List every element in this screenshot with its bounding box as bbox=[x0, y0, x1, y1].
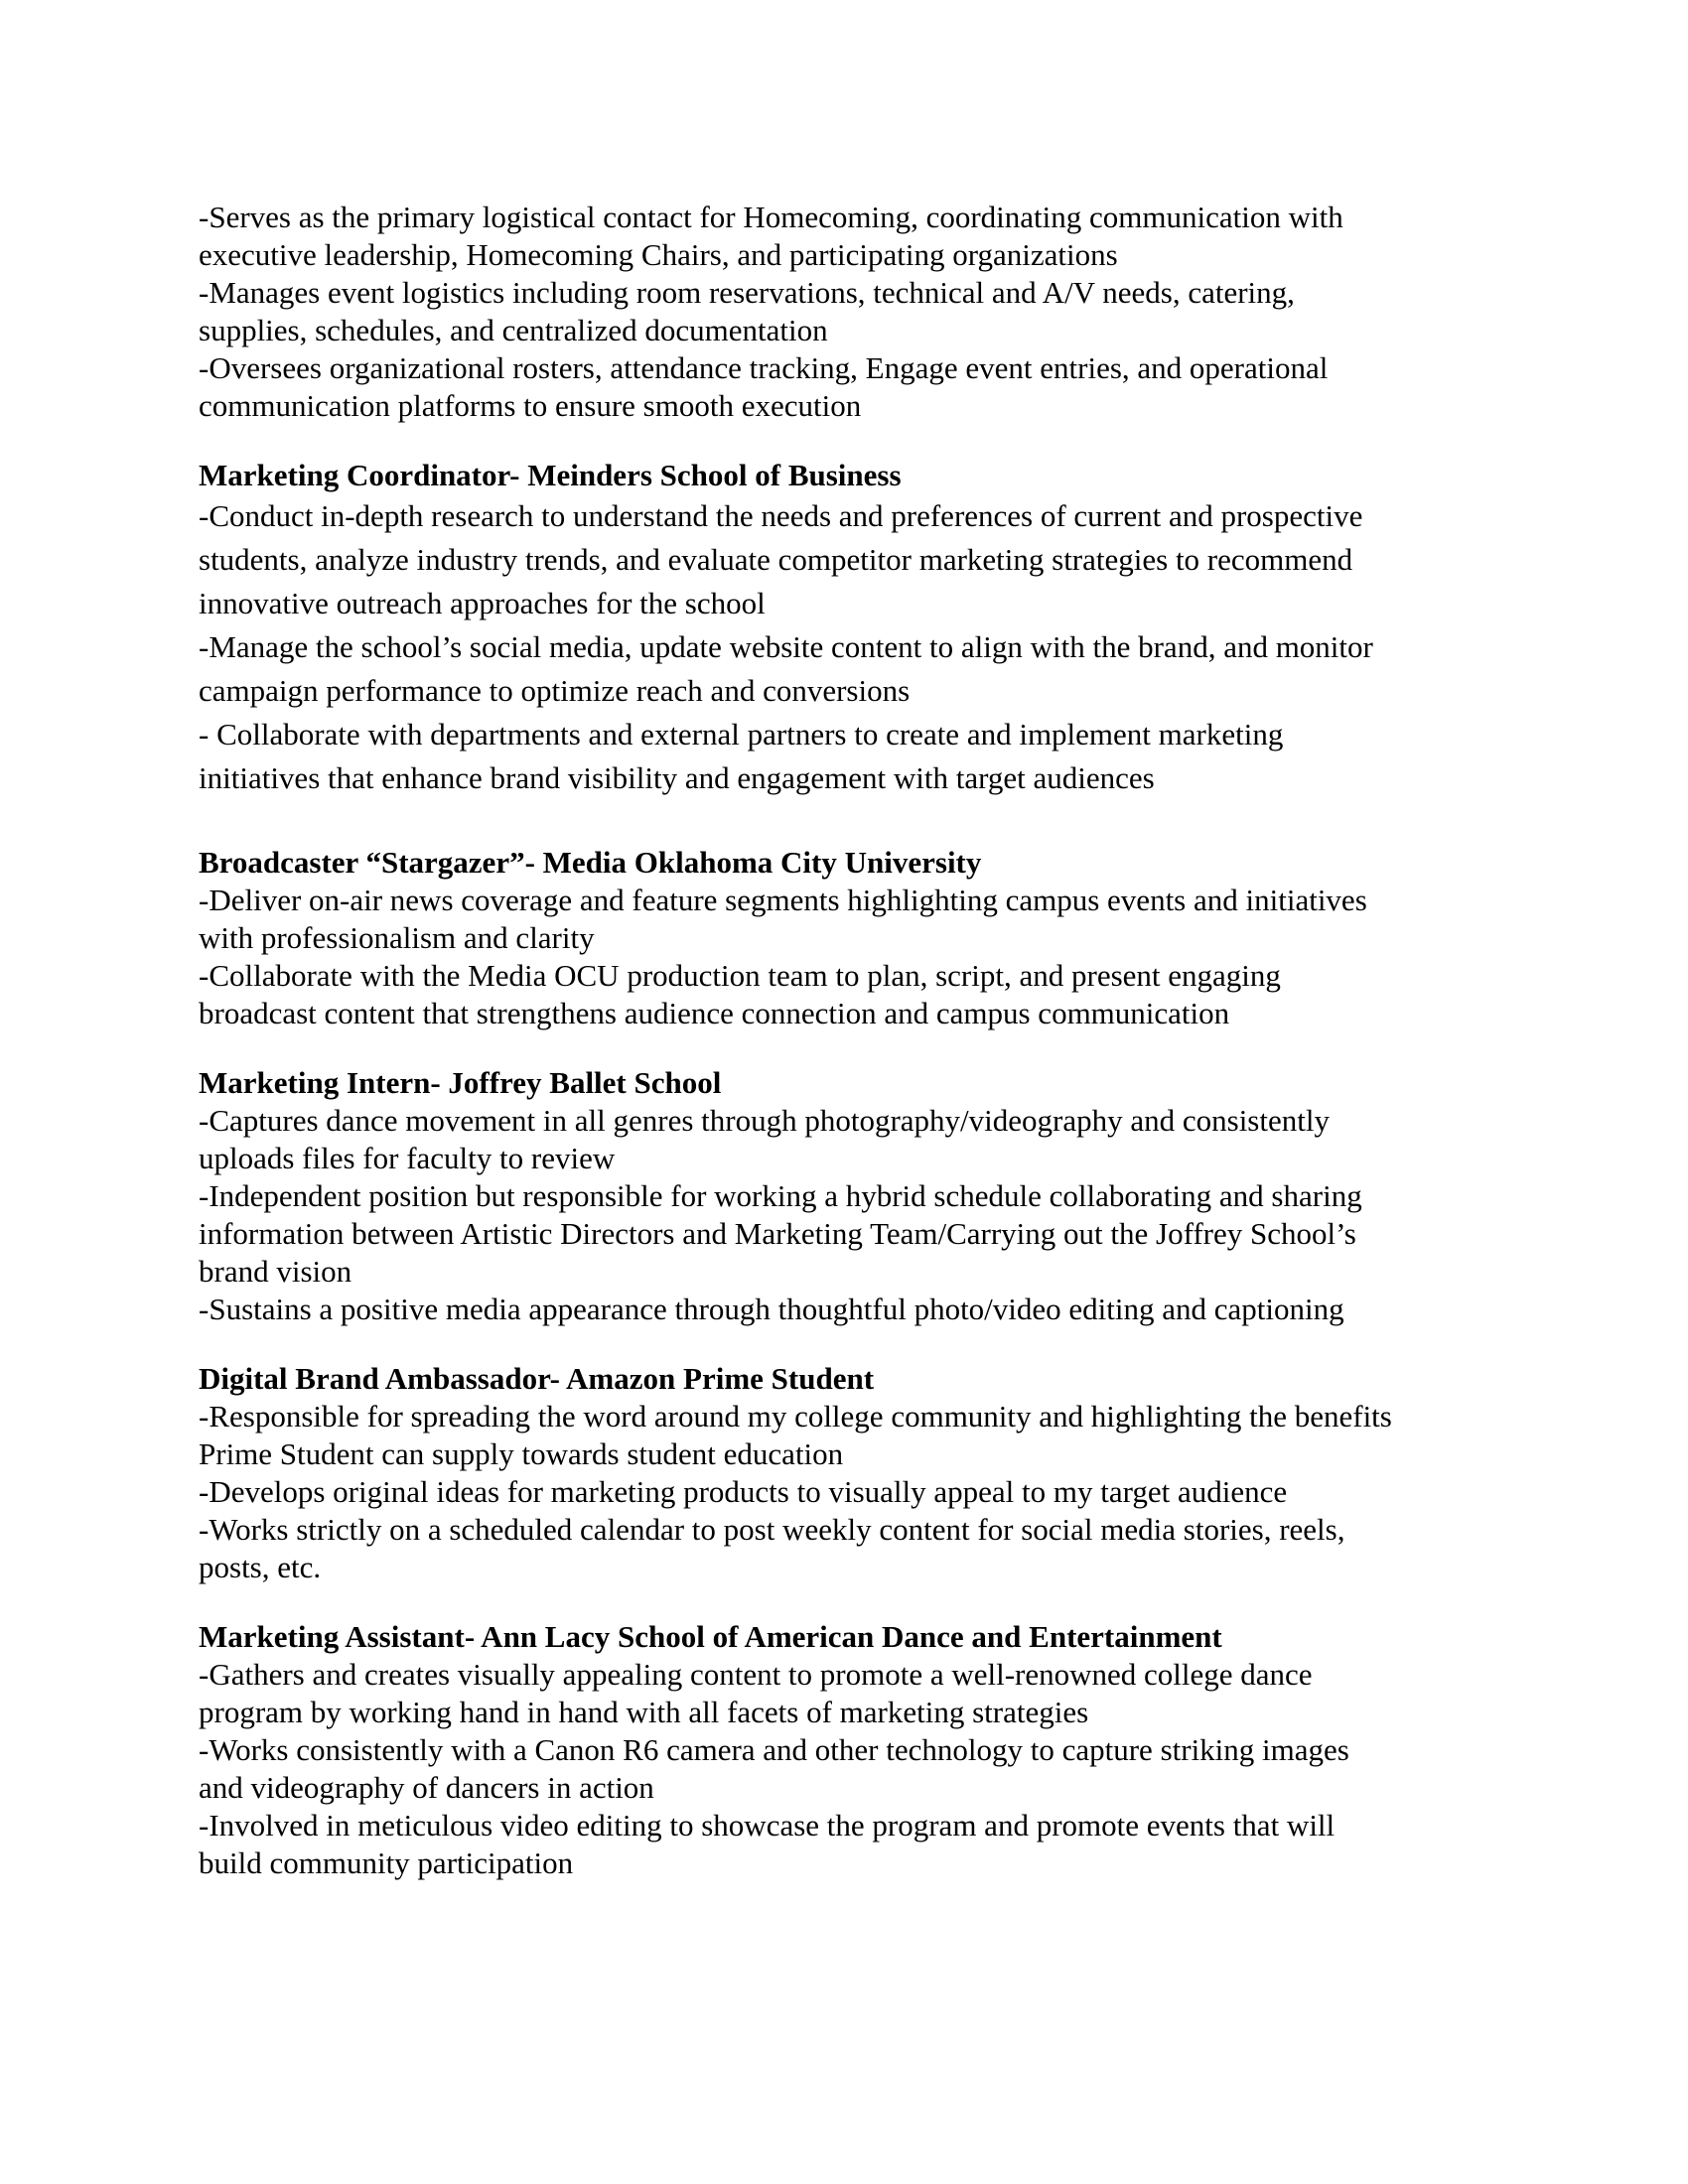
bullet-line: build community participation bbox=[199, 1845, 574, 1880]
bullet-line: program by working hand in hand with all facets of marketing strategies bbox=[199, 1695, 1089, 1729]
section-heading: Digital Brand Ambassador- Amazon Prime Student bbox=[199, 1361, 875, 1396]
section-heading: Marketing Intern- Joffrey Ballet School bbox=[199, 1065, 722, 1100]
bullet-line: -Gathers and creates visually appealing content to promote a well-renowned college dance bbox=[199, 1657, 1313, 1692]
bullet-line: -Oversees organizational rosters, attendance tracking, Engage event entries, and operational bbox=[199, 350, 1329, 385]
bullet-line: -Deliver on-air news coverage and feature segments highlighting campus events and initiatives bbox=[199, 883, 1367, 917]
bullet-line: -Develops original ideas for marketing products to visually appeal to my target audience bbox=[199, 1474, 1288, 1509]
amazon-section bbox=[199, 1360, 1489, 1586]
bullet-line: with professionalism and clarity bbox=[199, 920, 595, 955]
bullet-line: students, analyze industry trends, and evaluate competitor marketing strategies to recommend bbox=[199, 542, 1353, 577]
bullet-line: initiatives that enhance brand visibility and engagement with target audiences bbox=[199, 760, 1155, 795]
bullet-line: and videography of dancers in action bbox=[199, 1770, 654, 1805]
bullet-line: innovative outreach approaches for the school bbox=[199, 586, 766, 620]
bullet-line: -Captures dance movement in all genres through photography/videography and consistently bbox=[199, 1103, 1330, 1138]
bullet-line: campaign performance to optimize reach and conversions bbox=[199, 673, 911, 708]
bullet-line: -Works strictly on a scheduled calendar to post weekly content for social media stories, reels, bbox=[199, 1512, 1345, 1547]
bullet-line: -Works consistently with a Canon R6 camera and other technology to capture striking images bbox=[199, 1732, 1349, 1767]
section-heading: Marketing Assistant- Ann Lacy School of American Dance and Entertainment bbox=[199, 1619, 1222, 1654]
bullet-line: -Sustains a positive media appearance through thoughtful photo/video editing and captioning bbox=[199, 1292, 1344, 1326]
section-heading: Marketing Coordinator- Meinders School of Business bbox=[199, 458, 902, 492]
bullet-line: brand vision bbox=[199, 1254, 352, 1289]
bullet-line: information between Artistic Directors and Marketing Team/Carrying out the Joffrey School’s bbox=[199, 1216, 1356, 1251]
bullet-line: -Independent position but responsible for working a hybrid schedule collaborating and sharing bbox=[199, 1178, 1362, 1213]
bullet-line: communication platforms to ensure smooth execution bbox=[199, 388, 862, 423]
bullet-line: -Manage the school’s social media, update website content to align with the brand, and monitor bbox=[199, 629, 1373, 664]
section-heading: Broadcaster “Stargazer”- Media Oklahoma City University bbox=[199, 845, 982, 880]
bullet-line: -Involved in meticulous video editing to showcase the program and promote events that will bbox=[199, 1808, 1336, 1843]
bullet-line: uploads files for faculty to review bbox=[199, 1141, 616, 1175]
bullet-line: -Collaborate with the Media OCU production team to plan, script, and present engaging bbox=[199, 958, 1281, 993]
bullet-line: broadcast content that strengthens audience connection and campus communication bbox=[199, 996, 1230, 1030]
bullet-line: - Collaborate with departments and external partners to create and implement marketing bbox=[199, 717, 1284, 751]
bullet-line: Prime Student can supply towards student education bbox=[199, 1436, 844, 1471]
meinders-section bbox=[199, 457, 1489, 800]
bullet-line: posts, etc. bbox=[199, 1550, 322, 1584]
bullet-line: -Serves as the primary logistical contact for Homecoming, coordinating communication with bbox=[199, 200, 1343, 234]
bullet-line: executive leadership, Homecoming Chairs, and participating organizations bbox=[199, 237, 1118, 272]
bullet-line: -Manages event logistics including room reservations, technical and A/V needs, catering, bbox=[199, 275, 1295, 310]
joffrey-section bbox=[199, 1064, 1489, 1328]
stargazer-section bbox=[199, 844, 1489, 1032]
bullet-line: -Conduct in-depth research to understand the needs and preferences of current and prospective bbox=[199, 498, 1363, 533]
resume-page bbox=[199, 199, 1489, 1882]
bullet-line: -Responsible for spreading the word around my college community and highlighting the benefits bbox=[199, 1399, 1392, 1433]
ann-lacy-section bbox=[199, 1618, 1489, 1882]
homecoming-section bbox=[199, 199, 1489, 425]
bullet-line: supplies, schedules, and centralized documentation bbox=[199, 313, 828, 347]
